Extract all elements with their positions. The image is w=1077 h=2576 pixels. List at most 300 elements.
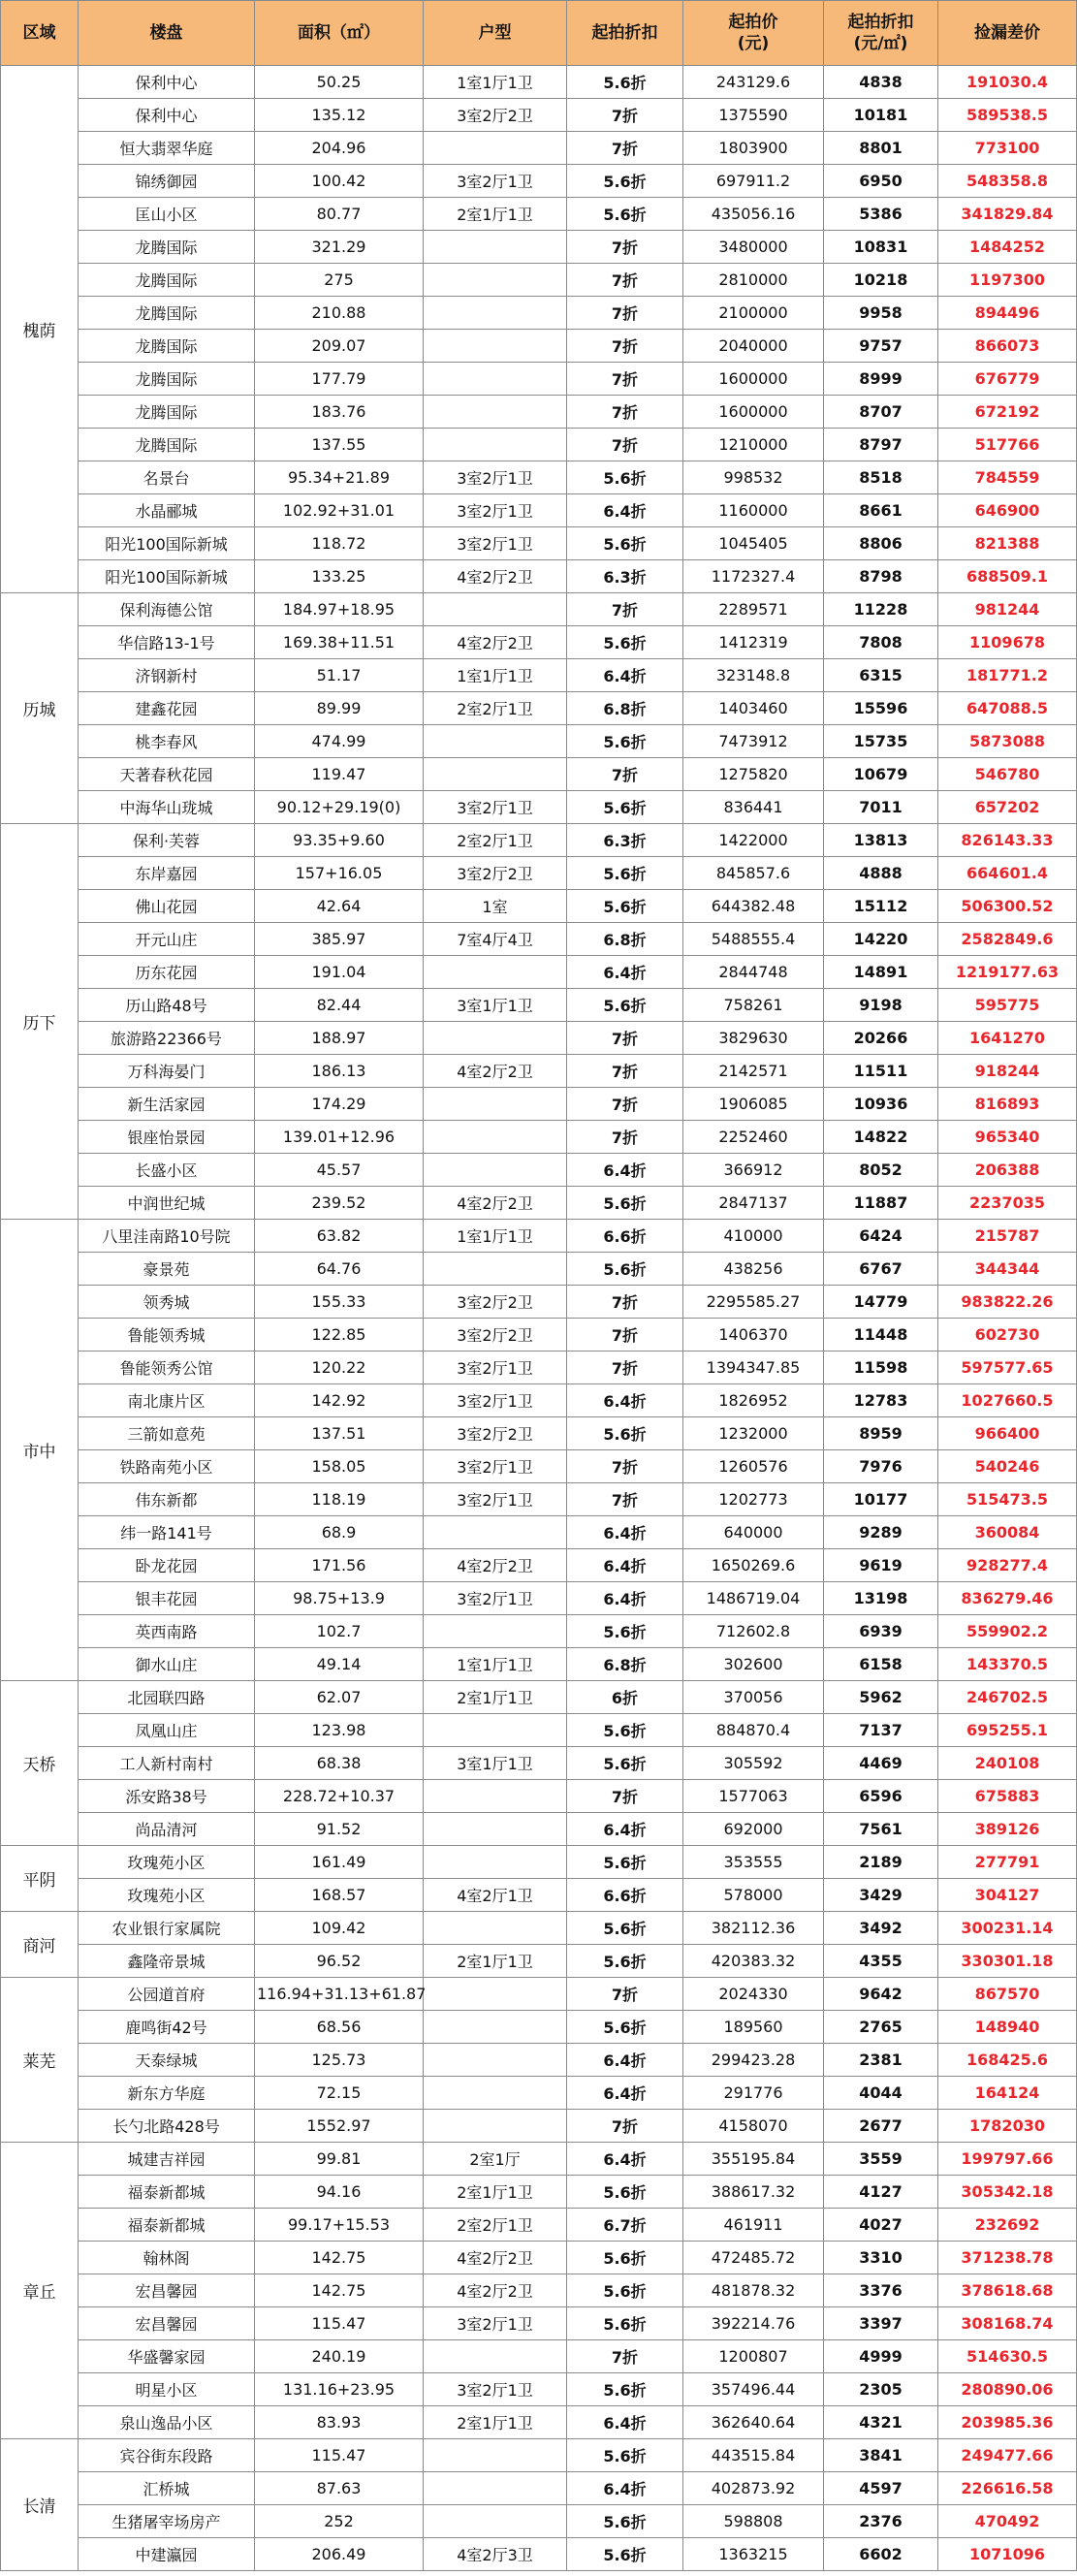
area-cell: 161.49 — [255, 1846, 424, 1879]
diff-cell: 1109678 — [938, 626, 1077, 659]
unit-price-cell: 11511 — [824, 1055, 938, 1088]
diff-cell: 280890.06 — [938, 2373, 1077, 2406]
layout-cell: 2室2厅1卫 — [424, 2209, 567, 2242]
diff-cell: 341829.84 — [938, 198, 1077, 231]
diff-cell: 672192 — [938, 396, 1077, 429]
layout-cell — [424, 1121, 567, 1154]
diff-cell: 676779 — [938, 363, 1077, 396]
unit-price-cell: 8806 — [824, 527, 938, 560]
diff-cell: 517766 — [938, 429, 1077, 461]
price-cell: 1486719.04 — [683, 1582, 824, 1615]
diff-cell: 181771.2 — [938, 659, 1077, 692]
diff-cell: 816893 — [938, 1088, 1077, 1121]
discount-cell: 6.4折 — [567, 659, 683, 692]
discount-cell: 7折 — [567, 1055, 683, 1088]
price-cell: 697911.2 — [683, 165, 824, 198]
unit-price-cell: 7808 — [824, 626, 938, 659]
unit-price-cell: 10181 — [824, 99, 938, 132]
discount-cell: 7折 — [567, 758, 683, 791]
area-cell: 42.64 — [255, 890, 424, 923]
diff-cell: 646900 — [938, 494, 1077, 527]
price-cell: 692000 — [683, 1813, 824, 1846]
layout-cell — [424, 2472, 567, 2505]
area-cell: 118.72 — [255, 527, 424, 560]
area-cell: 89.99 — [255, 692, 424, 725]
price-cell: 323148.8 — [683, 659, 824, 692]
price-cell: 302600 — [683, 1648, 824, 1681]
discount-cell: 6折 — [567, 1681, 683, 1714]
table-row — [1, 429, 1077, 461]
unit-price-cell: 3397 — [824, 2307, 938, 2340]
layout-cell: 4室2厅2卫 — [424, 1055, 567, 1088]
diff-cell: 546780 — [938, 758, 1077, 791]
diff-cell: 344344 — [938, 1253, 1077, 1286]
discount-cell: 6.4折 — [567, 1813, 683, 1846]
table-row — [1, 1384, 1077, 1417]
table-row — [1, 1319, 1077, 1352]
layout-cell: 7室4厅4卫 — [424, 923, 567, 956]
diff-cell: 246702.5 — [938, 1681, 1077, 1714]
project-cell: 长勺北路428号 — [79, 2110, 255, 2143]
area-cell: 168.57 — [255, 1879, 424, 1912]
price-cell: 1826952 — [683, 1384, 824, 1417]
discount-cell: 7折 — [567, 1022, 683, 1055]
price-cell: 1210000 — [683, 429, 824, 461]
discount-cell: 5.6折 — [567, 2242, 683, 2274]
area-cell: 157+16.05 — [255, 857, 424, 890]
area-cell: 91.52 — [255, 1813, 424, 1846]
project-cell: 宏昌馨园 — [79, 2307, 255, 2340]
price-cell: 1403460 — [683, 692, 824, 725]
diff-cell: 232692 — [938, 2209, 1077, 2242]
project-cell: 农业银行家属院 — [79, 1912, 255, 1945]
unit-price-cell: 13813 — [824, 824, 938, 857]
area-cell: 82.44 — [255, 989, 424, 1022]
discount-cell: 5.6折 — [567, 2373, 683, 2406]
layout-cell — [424, 593, 567, 626]
layout-cell — [424, 1088, 567, 1121]
discount-cell: 7折 — [567, 593, 683, 626]
unit-price-cell: 6158 — [824, 1648, 938, 1681]
discount-cell: 6.4折 — [567, 1582, 683, 1615]
table-row — [1, 527, 1077, 560]
project-cell: 历山路48号 — [79, 989, 255, 1022]
project-cell: 长盛小区 — [79, 1154, 255, 1187]
table-row — [1, 1154, 1077, 1187]
table-row — [1, 1549, 1077, 1582]
header-unit-price — [824, 1, 938, 66]
header-price-line1: 起拍价 — [728, 13, 778, 32]
table-row — [1, 461, 1077, 494]
discount-cell: 5.6折 — [567, 1417, 683, 1450]
diff-cell: 330301.18 — [938, 1945, 1077, 1978]
area-cell: 142.75 — [255, 2274, 424, 2307]
discount-cell: 5.6折 — [567, 2274, 683, 2307]
area-cell: 50.25 — [255, 66, 424, 99]
unit-price-cell: 6315 — [824, 659, 938, 692]
discount-cell: 7折 — [567, 1450, 683, 1483]
unit-price-cell: 10831 — [824, 231, 938, 264]
project-cell: 中建瀛园 — [79, 2538, 255, 2571]
project-cell: 明星小区 — [79, 2373, 255, 2406]
price-cell: 1375590 — [683, 99, 824, 132]
price-cell: 1363215 — [683, 2538, 824, 2571]
project-cell: 龙腾国际 — [79, 396, 255, 429]
table-row — [1, 692, 1077, 725]
diff-cell: 5873088 — [938, 725, 1077, 758]
area-cell: 183.76 — [255, 396, 424, 429]
price-cell: 189560 — [683, 2011, 824, 2044]
price-cell: 644382.48 — [683, 890, 824, 923]
layout-cell: 3室2厅2卫 — [424, 99, 567, 132]
unit-price-cell: 11448 — [824, 1319, 938, 1352]
table-row — [1, 2077, 1077, 2110]
layout-cell: 4室2厅2卫 — [424, 2274, 567, 2307]
table-row — [1, 1187, 1077, 1220]
diff-cell: 1484252 — [938, 231, 1077, 264]
unit-price-cell: 2677 — [824, 2110, 938, 2143]
area-cell: 100.42 — [255, 165, 424, 198]
project-cell: 龙腾国际 — [79, 429, 255, 461]
unit-price-cell: 2305 — [824, 2373, 938, 2406]
layout-cell — [424, 1516, 567, 1549]
unit-price-cell: 8798 — [824, 560, 938, 593]
region-cell: 天桥 — [1, 1681, 79, 1846]
unit-price-cell: 7011 — [824, 791, 938, 824]
unit-price-cell: 9198 — [824, 989, 938, 1022]
price-cell: 305592 — [683, 1747, 824, 1780]
area-cell: 321.29 — [255, 231, 424, 264]
diff-cell: 540246 — [938, 1450, 1077, 1483]
header-row — [1, 1, 1077, 66]
unit-price-cell: 6602 — [824, 2538, 938, 2571]
unit-price-cell: 9619 — [824, 1549, 938, 1582]
diff-cell: 1071096 — [938, 2538, 1077, 2571]
area-cell: 116.94+31.13+61.87 — [255, 1978, 424, 2011]
discount-cell: 6.4折 — [567, 2143, 683, 2176]
area-cell: 275 — [255, 264, 424, 297]
price-cell: 3480000 — [683, 231, 824, 264]
unit-price-cell: 14220 — [824, 923, 938, 956]
project-cell: 匡山小区 — [79, 198, 255, 231]
table-row — [1, 758, 1077, 791]
price-cell: 366912 — [683, 1154, 824, 1187]
project-cell: 历东花园 — [79, 956, 255, 989]
header-unit-line1: 起拍折扣 — [847, 13, 914, 32]
table-row — [1, 1417, 1077, 1450]
table-row — [1, 363, 1077, 396]
project-cell: 北园联四路 — [79, 1681, 255, 1714]
diff-cell: 389126 — [938, 1813, 1077, 1846]
header-region: 区域 — [1, 1, 79, 66]
layout-cell: 4室2厅2卫 — [424, 560, 567, 593]
diff-cell: 378618.68 — [938, 2274, 1077, 2307]
table-row — [1, 1780, 1077, 1813]
table-row — [1, 1615, 1077, 1648]
region-cell: 平阴 — [1, 1846, 79, 1912]
project-cell: 泺安路38号 — [79, 1780, 255, 1813]
discount-cell: 5.6折 — [567, 1615, 683, 1648]
project-cell: 玫瑰苑小区 — [79, 1846, 255, 1879]
header-discount: 起拍折扣 — [567, 1, 683, 66]
unit-price-cell: 3376 — [824, 2274, 938, 2307]
unit-price-cell: 8959 — [824, 1417, 938, 1450]
diff-cell: 695255.1 — [938, 1714, 1077, 1747]
unit-price-cell: 4127 — [824, 2176, 938, 2209]
discount-cell: 6.4折 — [567, 1549, 683, 1582]
diff-cell: 164124 — [938, 2077, 1077, 2110]
discount-cell: 5.6折 — [567, 989, 683, 1022]
table-row — [1, 2538, 1077, 2571]
table-row — [1, 956, 1077, 989]
price-cell: 2100000 — [683, 297, 824, 330]
layout-cell — [424, 758, 567, 791]
project-cell: 水晶郦城 — [79, 494, 255, 527]
area-cell: 95.34+21.89 — [255, 461, 424, 494]
project-cell: 铁路南苑小区 — [79, 1450, 255, 1483]
price-cell: 355195.84 — [683, 2143, 824, 2176]
discount-cell: 6.4折 — [567, 1384, 683, 1417]
diff-cell: 867570 — [938, 1978, 1077, 2011]
area-cell: 142.92 — [255, 1384, 424, 1417]
price-cell: 758261 — [683, 989, 824, 1022]
discount-cell: 7折 — [567, 1978, 683, 2011]
price-cell: 370056 — [683, 1681, 824, 1714]
layout-cell — [424, 1780, 567, 1813]
table-row — [1, 2472, 1077, 2505]
layout-cell: 3室2厅1卫 — [424, 461, 567, 494]
area-cell: 93.35+9.60 — [255, 824, 424, 857]
discount-cell: 5.6折 — [567, 2307, 683, 2340]
layout-cell — [424, 1978, 567, 2011]
header-price-line2: (元) — [737, 34, 770, 53]
layout-cell: 2室2厅1卫 — [424, 824, 567, 857]
layout-cell — [424, 330, 567, 363]
unit-price-cell: 4321 — [824, 2406, 938, 2439]
layout-cell: 4室2厅2卫 — [424, 2242, 567, 2274]
unit-price-cell: 11887 — [824, 1187, 938, 1220]
discount-cell: 6.4折 — [567, 1516, 683, 1549]
table-row — [1, 1022, 1077, 1055]
area-cell: 184.97+18.95 — [255, 593, 424, 626]
price-cell: 1422000 — [683, 824, 824, 857]
price-cell: 7473912 — [683, 725, 824, 758]
discount-cell: 7折 — [567, 99, 683, 132]
diff-cell: 371238.78 — [938, 2242, 1077, 2274]
unit-price-cell: 3429 — [824, 1879, 938, 1912]
project-cell: 华信路13-1号 — [79, 626, 255, 659]
price-cell: 1275820 — [683, 758, 824, 791]
table-row — [1, 165, 1077, 198]
layout-cell: 3室2厅1卫 — [424, 1582, 567, 1615]
table-row — [1, 1253, 1077, 1286]
area-cell: 118.19 — [255, 1483, 424, 1516]
table-row — [1, 2505, 1077, 2538]
table-row — [1, 2011, 1077, 2044]
layout-cell — [424, 2110, 567, 2143]
layout-cell — [424, 231, 567, 264]
area-cell: 228.72+10.37 — [255, 1780, 424, 1813]
region-cell: 长清 — [1, 2439, 79, 2571]
layout-cell: 3室2厅2卫 — [424, 1286, 567, 1319]
price-cell: 1412319 — [683, 626, 824, 659]
diff-cell: 965340 — [938, 1121, 1077, 1154]
discount-cell: 6.4折 — [567, 2044, 683, 2077]
price-cell: 291776 — [683, 2077, 824, 2110]
unit-price-cell: 15735 — [824, 725, 938, 758]
layout-cell: 3室2厅1卫 — [424, 1450, 567, 1483]
table-row — [1, 1286, 1077, 1319]
layout-cell — [424, 429, 567, 461]
unit-price-cell: 15596 — [824, 692, 938, 725]
project-cell: 八里洼南路10号院 — [79, 1220, 255, 1253]
discount-cell: 6.4折 — [567, 494, 683, 527]
table-row — [1, 659, 1077, 692]
table-row — [1, 1714, 1077, 1747]
discount-cell: 5.6折 — [567, 2505, 683, 2538]
table-row — [1, 2242, 1077, 2274]
layout-cell — [424, 2011, 567, 2044]
project-cell: 开元山庄 — [79, 923, 255, 956]
diff-cell: 559902.2 — [938, 1615, 1077, 1648]
price-cell: 2810000 — [683, 264, 824, 297]
diff-cell: 199797.66 — [938, 2143, 1077, 2176]
discount-cell: 5.6折 — [567, 1187, 683, 1220]
project-cell: 凤凰山庄 — [79, 1714, 255, 1747]
area-cell: 155.33 — [255, 1286, 424, 1319]
discount-cell: 7折 — [567, 297, 683, 330]
diff-cell: 675883 — [938, 1780, 1077, 1813]
layout-cell: 1室1厅1卫 — [424, 1648, 567, 1681]
price-cell: 2844748 — [683, 956, 824, 989]
region-cell: 莱芜 — [1, 1978, 79, 2143]
price-cell: 5488555.4 — [683, 923, 824, 956]
price-cell: 481878.32 — [683, 2274, 824, 2307]
project-cell: 旅游路22366号 — [79, 1022, 255, 1055]
discount-cell: 5.6折 — [567, 2176, 683, 2209]
area-cell: 188.97 — [255, 1022, 424, 1055]
layout-cell: 3室1厅1卫 — [424, 989, 567, 1022]
layout-cell: 3室2厅1卫 — [424, 791, 567, 824]
unit-price-cell: 8518 — [824, 461, 938, 494]
discount-cell: 5.6折 — [567, 1253, 683, 1286]
area-cell: 133.25 — [255, 560, 424, 593]
price-cell: 4158070 — [683, 2110, 824, 2143]
table-row — [1, 560, 1077, 593]
area-cell: 177.79 — [255, 363, 424, 396]
discount-cell: 7折 — [567, 132, 683, 165]
discount-cell: 5.6折 — [567, 66, 683, 99]
discount-cell: 7折 — [567, 1319, 683, 1352]
unit-price-cell: 8801 — [824, 132, 938, 165]
area-cell: 99.17+15.53 — [255, 2209, 424, 2242]
price-cell: 1906085 — [683, 1088, 824, 1121]
discount-cell: 5.6折 — [567, 1846, 683, 1879]
diff-cell: 688509.1 — [938, 560, 1077, 593]
table-row — [1, 1648, 1077, 1681]
unit-price-cell: 5962 — [824, 1681, 938, 1714]
discount-cell: 7折 — [567, 264, 683, 297]
project-cell: 龙腾国际 — [79, 330, 255, 363]
layout-cell — [424, 2505, 567, 2538]
price-cell: 1406370 — [683, 1319, 824, 1352]
layout-cell: 3室2厅1卫 — [424, 1483, 567, 1516]
layout-cell: 4室2厅1卫 — [424, 1879, 567, 1912]
price-cell: 1232000 — [683, 1417, 824, 1450]
table-row — [1, 626, 1077, 659]
project-cell: 阳光100国际新城 — [79, 560, 255, 593]
layout-cell: 4室2厅3卫 — [424, 2538, 567, 2571]
price-cell: 435056.16 — [683, 198, 824, 231]
discount-cell: 5.6折 — [567, 527, 683, 560]
diff-cell: 784559 — [938, 461, 1077, 494]
diff-cell: 589538.5 — [938, 99, 1077, 132]
project-cell: 南北康片区 — [79, 1384, 255, 1417]
project-cell: 英西南路 — [79, 1615, 255, 1648]
table-row — [1, 923, 1077, 956]
table-row — [1, 99, 1077, 132]
diff-cell: 300231.14 — [938, 1912, 1077, 1945]
diff-cell: 1219177.63 — [938, 956, 1077, 989]
project-cell: 天泰绿城 — [79, 2044, 255, 2077]
diff-cell: 981244 — [938, 593, 1077, 626]
diff-cell: 514630.5 — [938, 2340, 1077, 2373]
project-cell: 银丰花园 — [79, 1582, 255, 1615]
layout-cell — [424, 1615, 567, 1648]
area-cell: 186.13 — [255, 1055, 424, 1088]
unit-price-cell: 10218 — [824, 264, 938, 297]
unit-price-cell: 7976 — [824, 1450, 938, 1483]
area-cell: 174.29 — [255, 1088, 424, 1121]
unit-price-cell: 8797 — [824, 429, 938, 461]
area-cell: 102.7 — [255, 1615, 424, 1648]
unit-price-cell: 13198 — [824, 1582, 938, 1615]
project-cell: 龙腾国际 — [79, 231, 255, 264]
layout-cell: 2室1厅1卫 — [424, 198, 567, 231]
table-row — [1, 1747, 1077, 1780]
area-cell: 98.75+13.9 — [255, 1582, 424, 1615]
project-cell: 新生活家园 — [79, 1088, 255, 1121]
discount-cell: 5.6折 — [567, 857, 683, 890]
table-row — [1, 2143, 1077, 2176]
area-cell: 99.81 — [255, 2143, 424, 2176]
price-cell: 438256 — [683, 1253, 824, 1286]
project-cell: 工人新村南村 — [79, 1747, 255, 1780]
discount-cell: 7折 — [567, 1088, 683, 1121]
header-diff: 捡漏差价 — [938, 1, 1077, 66]
price-cell: 402873.92 — [683, 2472, 824, 2505]
diff-cell: 664601.4 — [938, 857, 1077, 890]
unit-price-cell: 3559 — [824, 2143, 938, 2176]
area-cell: 63.82 — [255, 1220, 424, 1253]
project-cell: 宏昌馨园 — [79, 2274, 255, 2307]
project-cell: 御水山庄 — [79, 1648, 255, 1681]
discount-cell: 7折 — [567, 1780, 683, 1813]
unit-price-cell: 14779 — [824, 1286, 938, 1319]
discount-cell: 6.4折 — [567, 2472, 683, 2505]
price-cell: 461911 — [683, 2209, 824, 2242]
region-cell: 历下 — [1, 824, 79, 1220]
project-cell: 中润世纪城 — [79, 1187, 255, 1220]
discount-cell: 5.6折 — [567, 791, 683, 824]
price-cell: 3829630 — [683, 1022, 824, 1055]
layout-cell — [424, 2439, 567, 2472]
project-cell: 泉山逸品小区 — [79, 2406, 255, 2439]
diff-cell: 470492 — [938, 2505, 1077, 2538]
diff-cell: 602730 — [938, 1319, 1077, 1352]
area-cell: 102.92+31.01 — [255, 494, 424, 527]
discount-cell: 5.6折 — [567, 198, 683, 231]
